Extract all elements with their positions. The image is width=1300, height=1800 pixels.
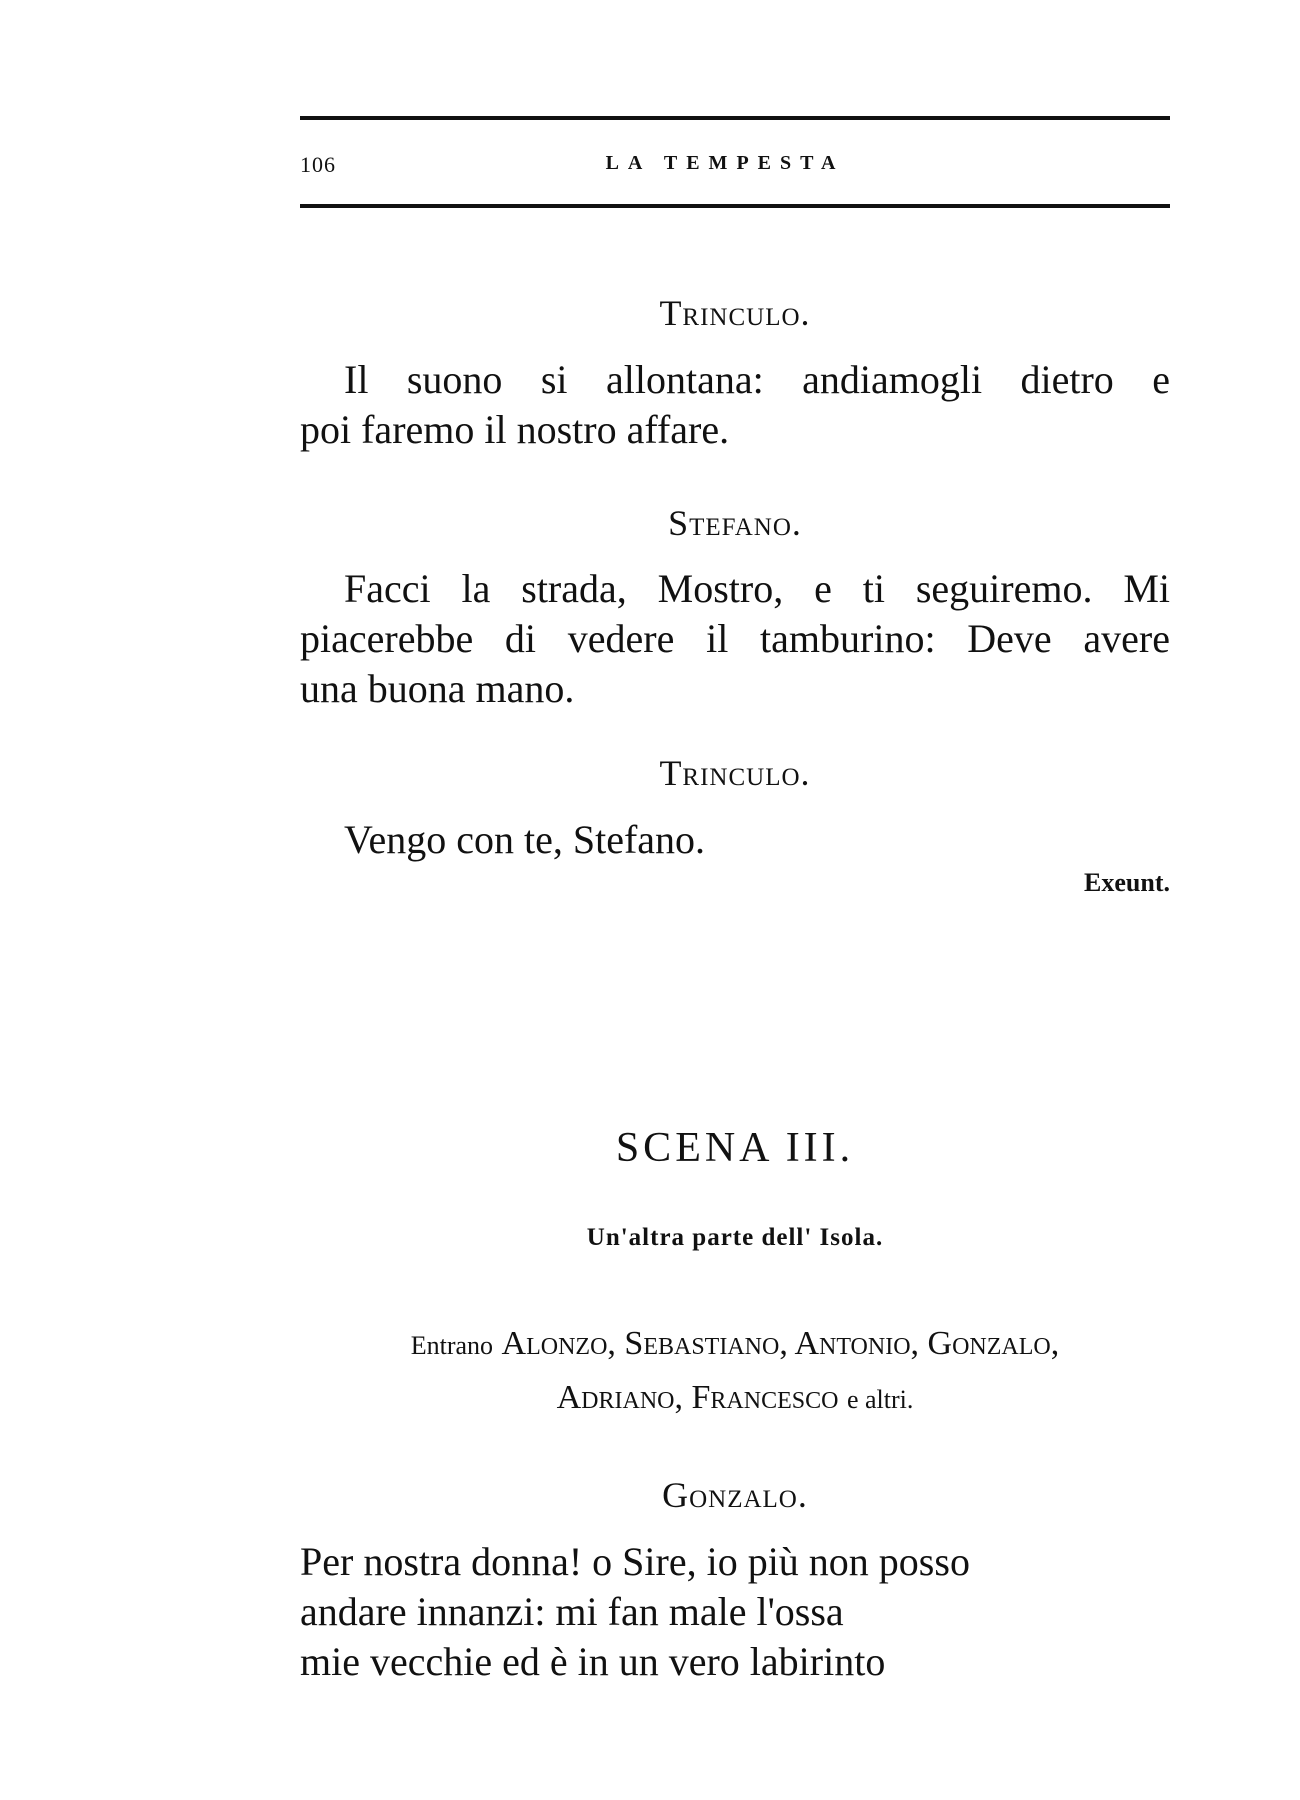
speech-line: poi faremo il nostro affare. [300, 407, 730, 452]
speech-block [300, 564, 1170, 714]
entrance-tail: e altri. [846, 1385, 914, 1414]
entrance-characters: Adriano, Francesco [556, 1379, 839, 1416]
speaker-name: Stefano. [668, 503, 802, 543]
speech-line: Facci la strada, Mostro, e ti seguiremo. Mi [344, 566, 1170, 611]
verse-line: andare innanzi: mi fan male l'ossa [300, 1589, 844, 1634]
scene-title: SCENA III. [615, 1125, 855, 1171]
entrance-line [300, 1372, 1170, 1426]
verse-line: Per nostra donna! o Sire, io più non posso [300, 1539, 970, 1584]
speaker-name: Trinculo. [659, 293, 811, 333]
verse-block [300, 1537, 1170, 1687]
entrance-line [300, 1318, 1170, 1372]
speech-line: Il suono si allontana: andiamogli dietro e [344, 357, 1170, 402]
header-top-rule [300, 116, 1170, 120]
running-title: LA TEMPESTA [605, 152, 845, 174]
page-number: 106 [300, 152, 336, 177]
entrance-characters: Alonzo, Sebastiano, Antonio, Gonzalo, [501, 1325, 1060, 1362]
speaker-name: Gonzalo. [662, 1475, 808, 1515]
scene-location: Un'altra parte dell' Isola. [586, 1224, 884, 1251]
speech-line: una buona mano. [300, 666, 575, 711]
speech-line: Vengo con te, Stefano. [344, 817, 706, 862]
entrance-direction [300, 1318, 1170, 1426]
header-bottom-rule [300, 204, 1170, 208]
verse-line: mie vecchie ed è in un vero labirinto [300, 1639, 886, 1684]
speaker-name: Trinculo. [659, 753, 811, 793]
speech-block [300, 815, 1170, 865]
running-header [300, 148, 1170, 188]
entrance-verb: Entrano [410, 1331, 494, 1360]
speech-block [300, 355, 1170, 455]
stage-direction: Exeunt. [1084, 868, 1170, 897]
speech-line: piacerebbe di vedere il tamburino: Deve avere [300, 616, 1170, 661]
